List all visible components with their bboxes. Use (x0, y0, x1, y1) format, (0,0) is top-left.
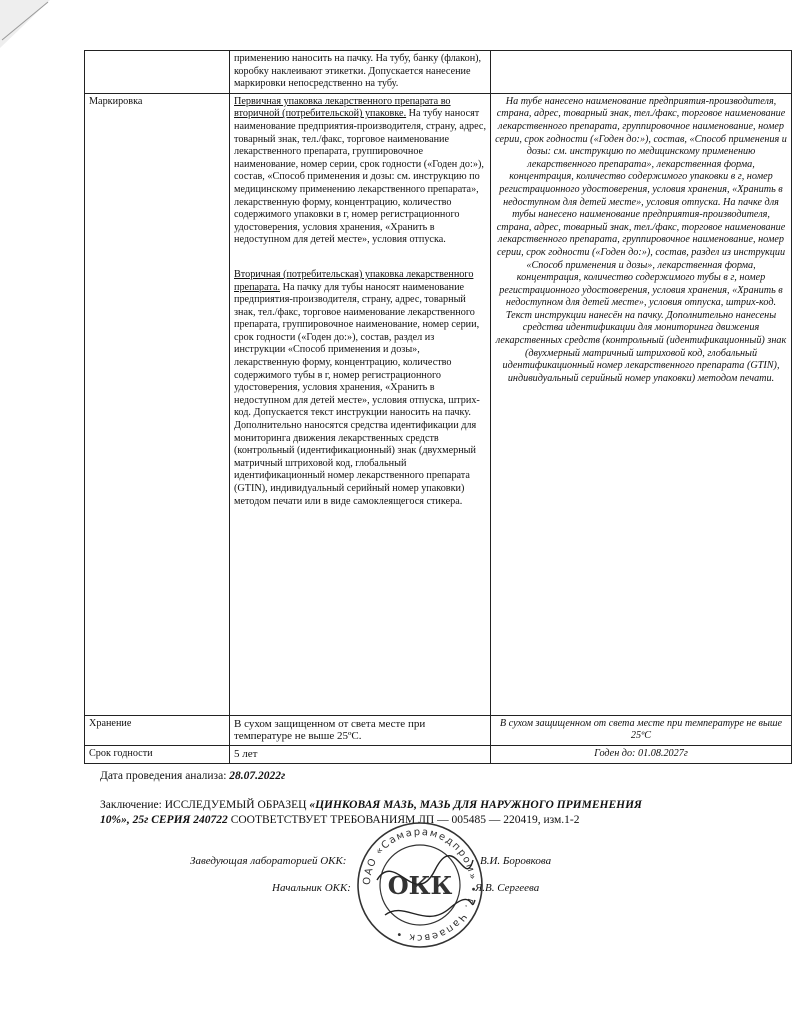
spec-table (84, 50, 792, 764)
result-cell-marking: На тубе нанесено наименование предприятия-производителя, страна, адрес, товарный знак, тел./факс, торговое наименование лекарственного препарата, группировочное наименование, номер серии, срок годности («Годен до:»), состав, «Способ применения и дозы: см. инструкцию по медицинскому применению лекарственного препарата», лекарственная форма, концентрация, количество содержимого упаковки в г, номер регистрационного удостоверения, условия хранения, «Хранить в недоступном для детей месте», условия отпуска. На пачке для тубы нанесено наименование предприятия-производителя, страна, адрес, товарный знак, тел./факс, торговое наименование лекарственного препарата, группировочное наименование, номер серии, срок годности («Годен до:»), состав, раздел из инструкции «Способ применения и дозы», лекарственная форма, концентрация, количество содержимого тубы в г, номер регистрационного удостоверения, условия хранения, «Хранить в недоступном для детей месте», условия отпуска, штрих-код. Текст инструкции нанесён на пачку. Дополнительно нанесены средства идентификации для мониторинга движения лекарственных средств (контрольный (идентификационный) знак (двухмерный матричный штриховой код, глобальный идентификационный номер лекарственного препарата (GTIN), индивидуальный серийный номер упаковки) методом печати. (491, 93, 792, 715)
table-row-storage (85, 715, 792, 745)
analysis-date: 28.07.2022г (229, 770, 286, 782)
conclusion-suffix: СООТВЕТСТВУЕТ ТРЕБОВАНИЯМ ЛП — 005485 — 220419, изм.1-2 (227, 814, 580, 826)
table-row (85, 51, 792, 94)
row-label (85, 51, 230, 94)
signature-name-chief: Я.В. Сергеева (475, 882, 540, 894)
qc-stamp (355, 820, 485, 950)
signature-role-chief: Начальник ОКК: (272, 882, 351, 894)
requirement-cell-storage: В сухом защищенном от света месте при температуре не выше 25ºС. (230, 715, 491, 745)
conclusion-prefix: Заключение: ИССЛЕДУЕМЫЙ ОБРАЗЕЦ (100, 799, 310, 811)
row-label-shelf-life: Срок годности (85, 745, 230, 763)
row-label-marking: Маркировка (85, 93, 230, 715)
signature-role-head: Заведующая лабораторией ОКК: (190, 855, 347, 867)
row-label-storage: Хранение (85, 715, 230, 745)
primary-packaging-heading: Первичная упаковка лекарственного препарата во вторичной (потребительской) упаковке. (234, 95, 451, 120)
analysis-date-label: Дата проведения анализа: (100, 770, 227, 782)
table-row-marking (85, 93, 792, 715)
result-cell-storage: В сухом защищенном от света месте при температуре не выше 25ºС (491, 715, 792, 745)
signature-name-head: В.И. Боровкова (480, 855, 552, 867)
conclusion-product: «ЦИНКОВАЯ МАЗЬ, МАЗЬ ДЛЯ НАРУЖНОГО ПРИМЕНЕНИЯ 10%», 25г СЕРИЯ 240722 (100, 799, 642, 826)
result-cell (491, 51, 792, 94)
table-row-shelf-life (85, 745, 792, 763)
secondary-packaging-text: На пачку для тубы наносят наименование предприятия-производителя, страну, адрес, товарный знак, тел./факс, торговое наименование лекарственного препарата, группировочное наименование, номер серии, срок годности («Годен до:»), состав, раздел из инструкции «Способ применения и дозы», лекарственную форму, концентрацию, количество содержимого тубы в г, номер регистрационного удостоверения, условия хранения, «Хранить в недоступном для детей месте», условия отпуска, штрих-код. Допускается текст инструкции наносить на пачку. Дополнительно наносятся средства идентификации для мониторинга движения лекарственных средств (контрольный (идентификационный) знак (двухмерный матричный штриховой код, глобальный идентификационный номер лекарственного препарата (GTIN), индивидуальный серийный номер упаковки) методом печати или в виде самоклеящегося стикера. (234, 281, 480, 507)
requirement-cell-marking (230, 93, 491, 715)
requirement-cell-shelf-life: 5 лет (230, 745, 491, 763)
primary-packaging-text: На тубу наносят наименование предприятия-производителя, страну, адрес, товарный знак, тел./факс, торговое наименование лекарственного препарата, группировочное наименование, номер серии, срок годности («Годен до:»), состав, «Способ применения и дозы: см. инструкцию по медицинскому применению лекарственного препарата», лекарственную форму, концентрацию, количество содержимого упаковки в г, номер регистрационного удостоверения, условия хранения, «Хранить в недоступном для детей месте», условия отпуска. (234, 108, 486, 246)
scan-corner-mark (0, 0, 60, 60)
stamp-ring-text: ОАО «Самарамедпром» • г. Чапаевск • (361, 826, 479, 944)
requirement-cell: применению наносить на пачку. На тубу, банку (флакон), коробку наклеивают этикетки. Допускается нанесение маркировки непосредственно на тубу. (230, 51, 491, 94)
secondary-packaging-heading: Вторичная (потребительская) упаковка лекарственного препарата. (234, 268, 474, 293)
result-cell-shelf-life: Годен до: 01.08.2027г (491, 745, 792, 763)
analysis-date-line (100, 770, 285, 782)
stamp-center-text: ОКК (387, 871, 453, 900)
